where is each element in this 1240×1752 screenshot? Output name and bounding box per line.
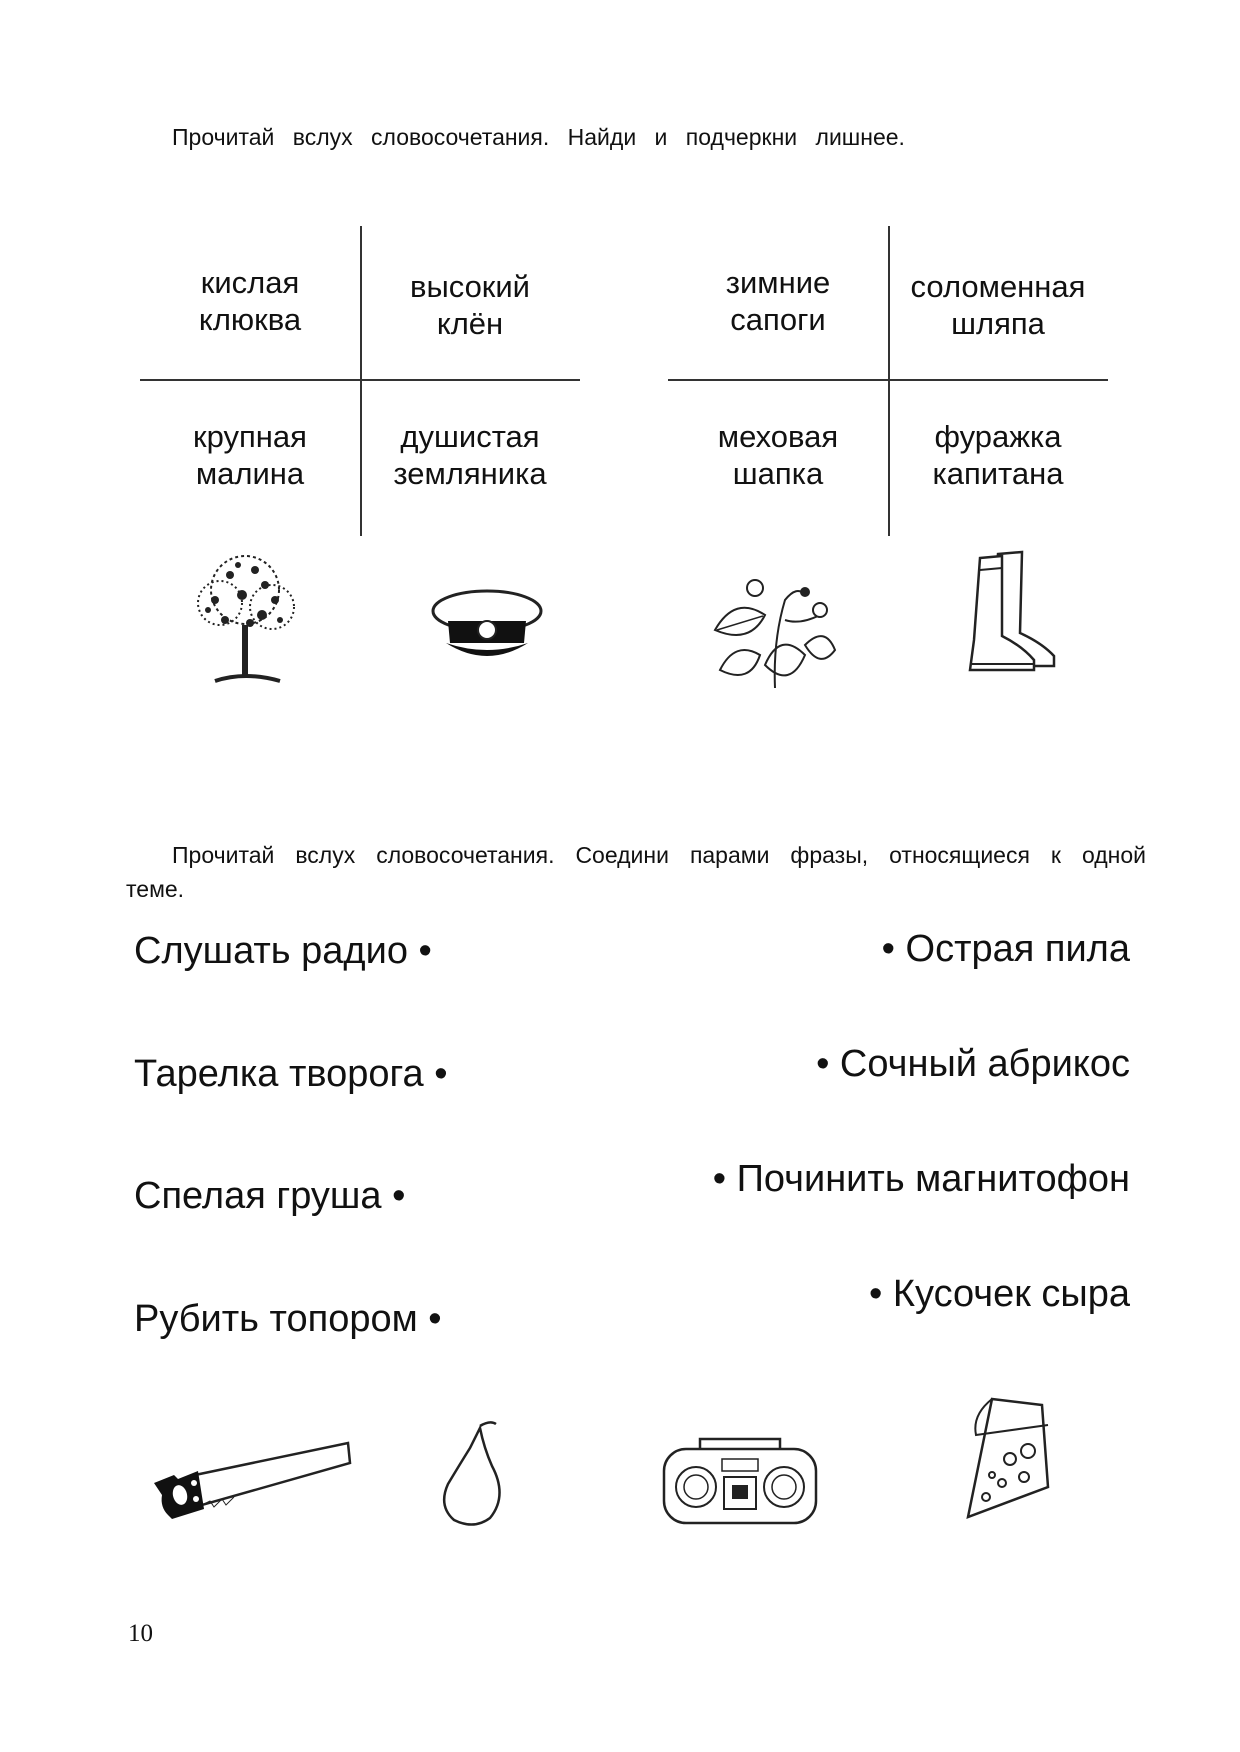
cell-word-adjective: фуражка xyxy=(934,419,1062,454)
grid-cell[interactable] xyxy=(360,418,580,492)
saw-icon xyxy=(150,1435,355,1525)
cell-word-adjective: крупная xyxy=(193,419,307,454)
page-number: 10 xyxy=(128,1620,153,1647)
cell-word-noun: земляника xyxy=(393,456,547,491)
grid-divider-horizontal xyxy=(668,379,1108,381)
right-phrase[interactable]: • Кусочек сыра xyxy=(869,1273,1130,1315)
tree-icon xyxy=(170,545,320,690)
cell-word-noun: клён xyxy=(436,306,504,341)
radio-icon xyxy=(660,1433,820,1529)
grid-cell[interactable] xyxy=(360,268,580,342)
cell-word-adjective: душистая xyxy=(400,419,540,454)
left-word-grid xyxy=(140,226,580,536)
pear-icon xyxy=(438,1418,513,1528)
cell-word-adjective: высокий xyxy=(409,269,531,304)
left-phrase[interactable]: Слушать радио • xyxy=(134,930,432,972)
boots-icon xyxy=(960,548,1060,676)
grid-cell[interactable] xyxy=(668,418,888,492)
right-phrase[interactable]: • Сочный абрикос xyxy=(816,1043,1130,1085)
grid-cell[interactable] xyxy=(888,268,1108,342)
left-phrase[interactable]: Тарелка творога • xyxy=(134,1053,448,1095)
grid-divider-horizontal xyxy=(140,379,580,381)
grid-cell[interactable] xyxy=(140,264,360,338)
cell-word-adjective: зимние xyxy=(725,265,831,300)
right-phrase[interactable]: • Острая пила xyxy=(881,928,1130,970)
captain-cap-icon xyxy=(428,585,546,667)
grid-cell[interactable] xyxy=(888,418,1108,492)
cell-word-adjective: соломенная xyxy=(910,269,1086,304)
grid-cell[interactable] xyxy=(668,264,888,338)
cheese-icon xyxy=(962,1395,1052,1520)
cell-word-noun: шляпа xyxy=(951,306,1045,341)
cell-word-noun: шапка xyxy=(732,456,824,491)
strawberry-plant-icon xyxy=(705,570,840,695)
left-phrase[interactable]: Рубить топором • xyxy=(134,1298,442,1340)
cell-word-adjective: меховая xyxy=(717,419,839,454)
exercise1-instruction: Прочитай вслух словосочетания. Найди и подчеркни лишнее. xyxy=(172,124,905,150)
cell-word-noun: капитана xyxy=(932,456,1064,491)
exercise2-instruction: Прочитай вслух словосочетания. Соедини парами фразы, относящиеся к одной теме. xyxy=(126,842,1146,902)
cell-word-noun: малина xyxy=(195,456,305,491)
right-word-grid xyxy=(668,226,1108,536)
right-phrase[interactable]: • Починить магнитофон xyxy=(712,1158,1130,1200)
cell-word-noun: клюква xyxy=(198,302,302,337)
cell-word-adjective: кислая xyxy=(200,265,300,300)
grid-cell[interactable] xyxy=(140,418,360,492)
cell-word-noun: сапоги xyxy=(730,302,826,337)
left-phrase[interactable]: Спелая груша • xyxy=(134,1175,406,1217)
